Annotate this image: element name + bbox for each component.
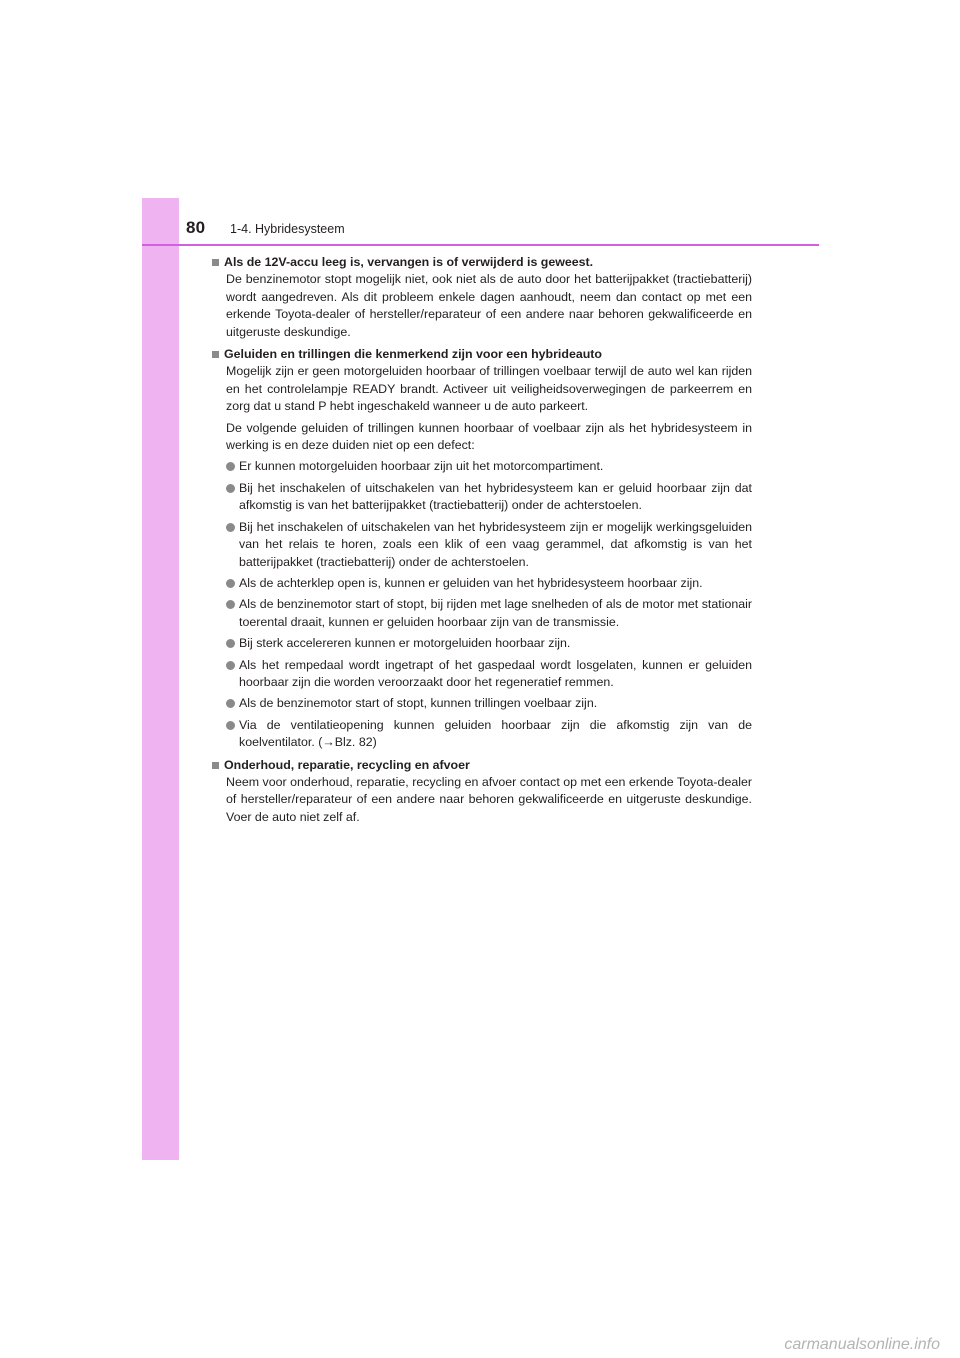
circle-bullet-icon bbox=[226, 600, 235, 609]
page-number: 80 bbox=[186, 218, 206, 237]
list-item-text: Als de achterklep open is, kunnen er geluiden van het hybridesysteem hoorbaar zijn. bbox=[239, 575, 703, 590]
section-body bbox=[226, 271, 752, 341]
circle-bullet-icon bbox=[226, 661, 235, 670]
circle-bullet-icon bbox=[226, 523, 235, 532]
circle-bullet-icon bbox=[226, 639, 235, 648]
list-item bbox=[226, 635, 752, 652]
paragraph: De volgende geluiden of trillingen kunnen hoorbaar of voelbaar zijn als het hybridesysteem in werking is en deze duiden niet op een defect: bbox=[226, 420, 752, 453]
list-item-text: Als de benzinemotor start of stopt, bij rijden met lage snelheden of als de motor met stationair toerental draait, kunnen er geluiden hoorbaar zijn van de transmissie. bbox=[239, 597, 752, 629]
list-item bbox=[226, 657, 752, 692]
list-item bbox=[226, 717, 752, 752]
section-heading-text: Als de 12V-accu leeg is, vervangen is of verwijderd is geweest. bbox=[224, 255, 594, 269]
circle-bullet-icon bbox=[226, 484, 235, 493]
circle-bullet-icon bbox=[226, 699, 235, 708]
section-body bbox=[226, 774, 752, 826]
list-item bbox=[226, 458, 752, 475]
section bbox=[212, 757, 752, 827]
section bbox=[212, 254, 752, 341]
list-item bbox=[226, 480, 752, 515]
list-item-text: Bij het inschakelen of uitschakelen van het hybridesysteem kan er geluid hoorbaar zijn dat afkomstig is van het batterijpakket (tractiebatterij) onder de achterstoelen. bbox=[239, 480, 752, 513]
circle-bullet-icon bbox=[226, 579, 235, 588]
watermark: carmanualsonline.info bbox=[784, 1336, 940, 1353]
section-body bbox=[226, 363, 752, 751]
section-heading-text: Geluiden en trillingen die kenmerkend zijn voor een hybrideauto bbox=[224, 347, 602, 362]
section-heading bbox=[212, 346, 752, 363]
side-bar bbox=[142, 198, 179, 1160]
circle-bullet-icon bbox=[226, 462, 235, 471]
list-item-text: Via de ventilatieopening kunnen geluiden hoorbaar zijn die afkomstig zijn van de koelventilator. (→Blz. 82) bbox=[239, 717, 752, 750]
header-tab bbox=[142, 198, 179, 245]
section-heading bbox=[212, 254, 752, 271]
list-item-text: Als het rempedaal wordt ingetrapt of het gaspedaal wordt losgelaten, kunnen er geluiden hoorbaar zijn die worden veroorzaakt door het regeneratief remmen. bbox=[239, 657, 752, 689]
circle-bullet-icon bbox=[226, 721, 235, 730]
list-item-text: Als de benzinemotor start of stopt, kunnen trillingen voelbaar zijn. bbox=[239, 696, 598, 711]
square-bullet-icon bbox=[212, 351, 219, 358]
square-bullet-icon bbox=[212, 762, 219, 769]
section bbox=[212, 346, 752, 752]
list-item bbox=[226, 596, 752, 631]
list-item bbox=[226, 519, 752, 571]
bullet-list bbox=[226, 458, 752, 751]
paragraph: Mogelijk zijn er geen motorgeluiden hoorbaar of trillingen voelbaar terwijl de auto wel kan rijden en het controlelampje READY brandt. Activeer uit veiligheidsoverwegingen de parkeerrem en zorg dat u stand P hebt ingeschakeld wanneer u de auto parkeert. bbox=[226, 364, 752, 414]
main-content bbox=[212, 254, 752, 831]
list-item-text: Bij sterk accelereren kunnen er motorgeluiden hoorbaar zijn. bbox=[239, 636, 571, 651]
header-rule bbox=[142, 244, 819, 246]
square-bullet-icon bbox=[212, 259, 219, 266]
section-heading-text: Onderhoud, reparatie, recycling en afvoer bbox=[224, 757, 470, 772]
list-item-text: Bij het inschakelen of uitschakelen van het hybridesysteem zijn er mogelijk werkingsgeluiden van het relais te horen, zoals een klik of een vaag gerammel, dat afkomstig is van het batterijpakket (tractiebatterij) onder de achterstoelen. bbox=[239, 519, 752, 569]
paragraph: Neem voor onderhoud, reparatie, recycling en afvoer contact op met een erkende Toyota-dealer of hersteller/reparateur of een andere naar behoren gekwalificeerde en uitgeruste deskundige. Voer de auto niet zelf af. bbox=[226, 774, 752, 824]
list-item bbox=[226, 575, 752, 592]
paragraph: De benzinemotor stopt mogelijk niet, ook niet als de auto door het batterijpakket (tractiebatterij) wordt aangedreven. Als dit probleem enkele dagen aanhoudt, neem dan contact op met een erkende Toyota-dealer of hersteller/reparateur of een andere naar behoren gekwalificeerde en uitgeruste deskundige. bbox=[226, 272, 752, 339]
list-item-text: Er kunnen motorgeluiden hoorbaar zijn uit het motorcompartiment. bbox=[239, 459, 604, 474]
section-heading bbox=[212, 757, 752, 774]
section-title: 1-4. Hybridesysteem bbox=[230, 222, 345, 236]
list-item bbox=[226, 695, 752, 712]
